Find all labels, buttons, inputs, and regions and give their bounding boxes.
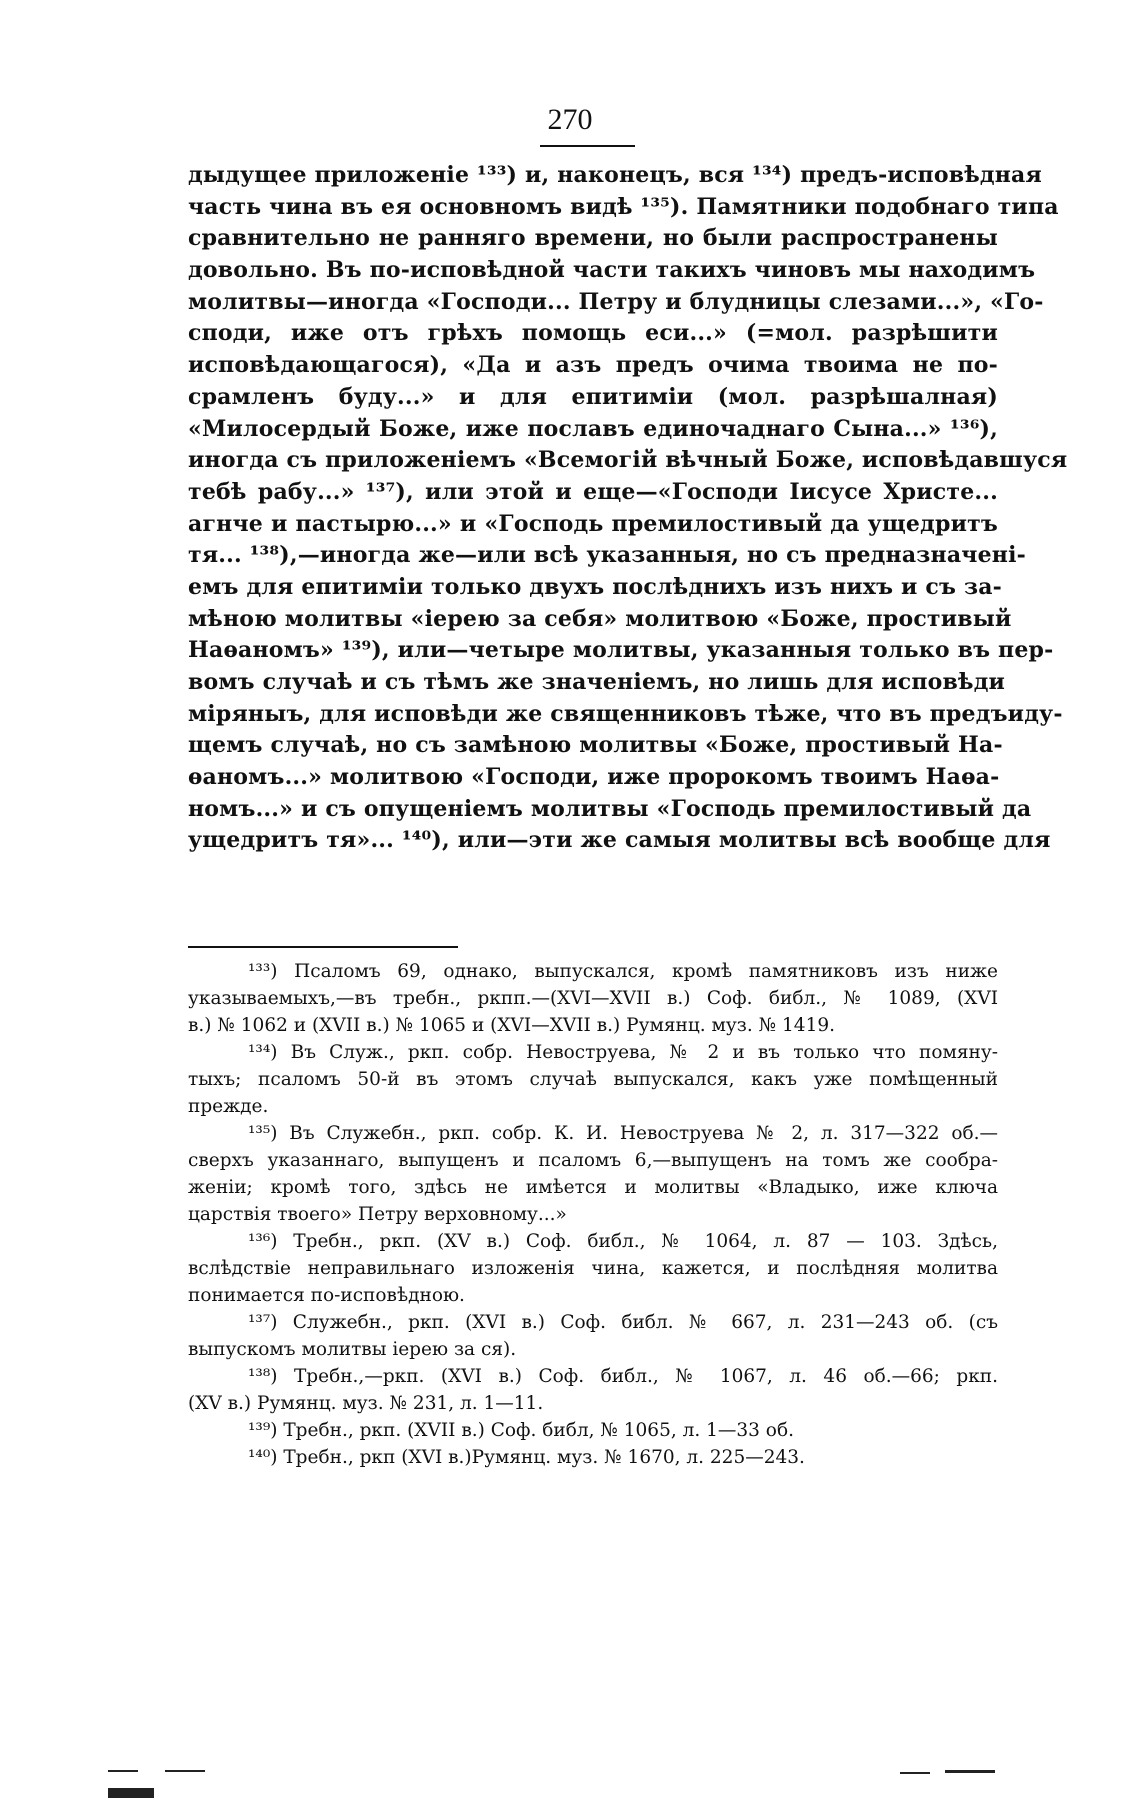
footnote-line: ¹³⁵) Въ Служебн., ркп. собр. К. И. Невоструева № 2, л. 317—322 об.— [248,1123,998,1144]
footnote [188,1039,998,1120]
page-number-underline [540,145,635,147]
footnote [188,1363,998,1417]
main-text-line: Наѳаномъ» ¹³⁹), или—четыре молитвы, указанныя только въ пер- [188,637,1054,664]
footnote-line: (XV в.) Румянц. муз. № 231, л. 1—11. [188,1393,544,1414]
footnote [188,1120,998,1228]
main-text-line: «Милосердый Боже, иже пославъ единочаднаго Сына...» ¹³⁶), [188,415,998,442]
main-text-line: номъ...» и съ опущеніемъ молитвы «Господь премилостивый да [188,795,1032,822]
footnote-line: ¹³⁶) Требн., ркп. (XV в.) Соф. библ., № 1064, л. 87 — 103. Здѣсь, [248,1231,998,1252]
footnotes-block [188,958,998,1471]
footnote-line: ¹⁴⁰) Требн., ркп (XVI в.)Румянц. муз. № 1670, л. 225—243. [248,1447,805,1468]
main-text-line: агнче и пастырю...» и «Господь премилостивый да ущедритъ [188,510,998,537]
footnote-line: прежде. [188,1096,269,1117]
main-text-line: иногда съ приложеніемъ «Всемогій вѣчный Боже, исповѣдавшуся [188,447,1068,474]
main-text-line: щемъ случаѣ, но съ замѣною молитвы «Боже, простивый На- [188,732,1003,759]
footnote [188,1309,998,1363]
footnote-line: выпускомъ молитвы іерею за ся). [188,1339,517,1360]
main-text-line: молитвы—иногда «Господи... Петру и блудницы слезами...», «Го- [188,288,1044,315]
footnote-line: тыхъ; псаломъ 50-й въ этомъ случаѣ выпускался, какъ уже помѣщенный [188,1069,998,1090]
main-text-line: исповѣдающагося), «Да и азъ предъ очима твоима не по- [188,352,998,379]
footnote-line: женіи; кромѣ того, здѣсь не имѣется и молитвы «Владыко, иже ключа [188,1177,998,1198]
main-text-line: ущедритъ тя»... ¹⁴⁰), или—эти же самыя молитвы всѣ вообще для [188,827,1051,854]
footnote-line: царствія твоего» Петру верховному...» [188,1204,567,1225]
footnote [188,958,998,1039]
footnote [188,1417,998,1444]
main-text-line: міряныъ, для исповѣди же священниковъ тѣже, что въ предъиду- [188,700,1063,727]
footnote [188,1444,998,1471]
footnote-line: в.) № 1062 и (XVII в.) № 1065 и (XVI—XVII в.) Румянц. муз. № 1419. [188,1015,835,1036]
footnote-line: ¹³⁹) Требн., ркп. (XVII в.) Соф. библ, № 1065, л. 1—33 об. [248,1420,794,1441]
main-text-body [188,160,1068,857]
main-text-line: мѣною молитвы «іерею за себя» молитвою «Боже, простивый [188,605,1012,632]
scan-edge-marks [0,1760,1140,1810]
main-text-line: ѳаномъ...» молитвою «Господи, иже пророкомъ твоимъ Наѳа- [188,764,1000,791]
footnote-line: вслѣдствіе неправильнаго изложенія чина, кажется, и послѣдняя молитва [188,1258,998,1279]
main-text-line: часть чина въ ея основномъ видѣ ¹³⁵). Памятники подобнаго типа [188,193,1059,220]
main-text-line: вомъ случаѣ и съ тѣмъ же значеніемъ, но лишь для исповѣди [188,669,1006,695]
footnote-line: ¹³⁸) Требн.,—ркп. (XVI в.) Соф. библ., № 1067, л. 46 об.—66; ркп. [248,1366,998,1387]
main-text-line: дыдущее приложеніе ¹³³) и, наконецъ, вся ¹³⁴) предъ-исповѣдная [188,162,1042,188]
main-text-line: споди, иже отъ грѣхъ помощь еси...» (=мол. разрѣшити [188,320,998,347]
page-number: 270 [547,103,593,136]
footnote-line: сверхъ указаннаго, выпущенъ и псаломъ 6,—выпущенъ на томъ же сообра- [188,1150,998,1171]
main-text-line: довольно. Въ по-исповѣдной части такихъ чиновъ мы находимъ [188,257,1036,284]
main-text-line: тебѣ рабу...» ¹³⁷), или этой и еще—«Господи Іисусе Христе... [188,478,998,505]
footnote-separator [188,946,458,948]
footnote-line: указываемыхъ,—въ требн., ркпп.—(XVI—XVII в.) Соф. библ., № 1089, (XVI [188,988,998,1009]
footnote [188,1228,998,1309]
footnote-line: ¹³⁷) Служебн., ркп. (XVI в.) Соф. библ. № 667, л. 231—243 об. (съ [248,1312,998,1333]
footnote-line: ¹³³) Псаломъ 69, однако, выпускался, кромѣ памятниковъ изъ ниже [248,961,998,982]
footnote-line: понимается по-исповѣдною. [188,1285,465,1306]
main-text-line: сравнительно не ранняго времени, но были распространены [188,225,998,252]
main-text-line: емъ для епитиміи только двухъ послѣднихъ изъ нихъ и съ за- [188,573,1002,600]
main-text-line: срамленъ буду...» и для епитиміи (мол. разрѣшалная) [188,383,998,410]
footnote-line: ¹³⁴) Въ Служ., ркп. собр. Невоструева, № 2 и въ только что помяну- [248,1042,998,1063]
main-text-line: тя... ¹³⁸),—иногда же—или всѣ указанныя, но съ предназначені- [188,542,1026,569]
